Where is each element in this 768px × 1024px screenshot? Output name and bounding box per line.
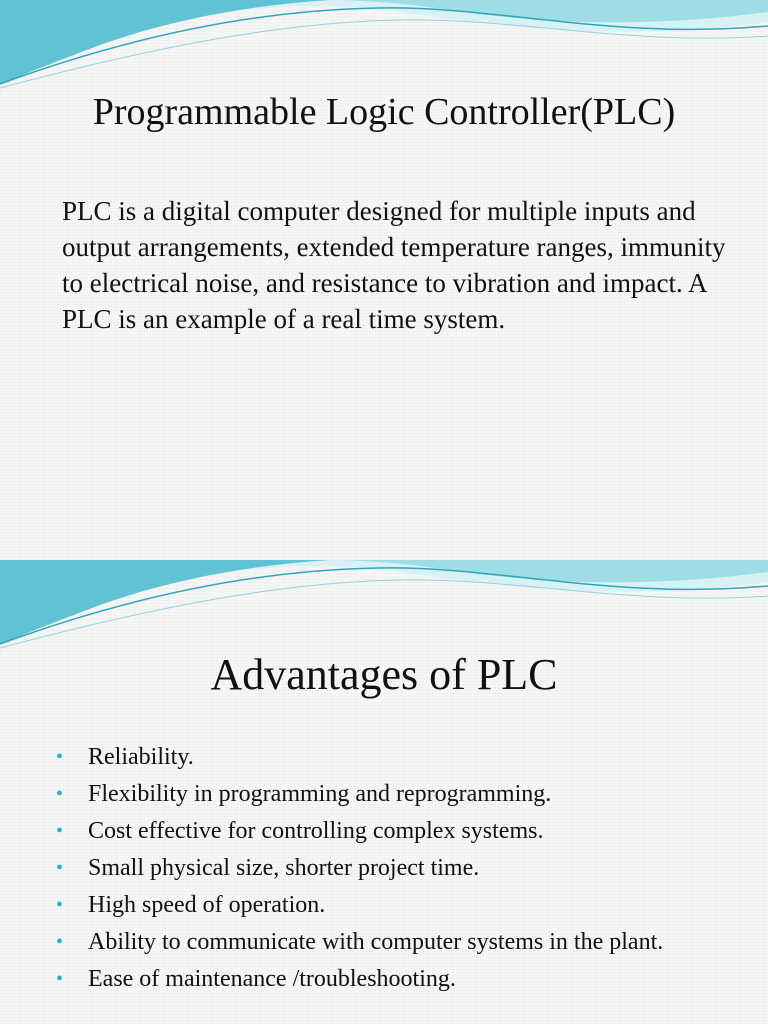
bullet-icon: •: [56, 968, 64, 990]
list-item-text: Flexibility in programming and reprogramming.: [88, 781, 552, 807]
bullet-icon: •: [56, 857, 64, 879]
list-item-text: Small physical size, shorter project time.: [88, 855, 480, 881]
bullet-icon: •: [56, 783, 64, 805]
plc-description: PLC is a digital computer designed for multiple inputs and output arrangements, extended temperature ranges, immunity to electrical noise, and resistance to vibration and impact. A PLC is an example of a real time system.: [62, 196, 726, 334]
list-item-text: High speed of operation.: [88, 892, 326, 918]
list-item: [56, 852, 756, 884]
list-item-text: Ability to communicate with computer systems in the plant.: [88, 929, 664, 955]
list-item: [56, 926, 756, 958]
bullet-icon: •: [56, 931, 64, 953]
list-item: [56, 741, 756, 773]
bullet-icon: •: [56, 894, 64, 916]
list-item-text: Reliability.: [88, 744, 194, 770]
list-item: [56, 963, 756, 995]
bullet-icon: •: [56, 746, 64, 768]
advantages-list: [56, 741, 756, 1000]
list-item: [56, 778, 756, 810]
list-item-text: Ease of maintenance /troubleshooting.: [88, 966, 456, 992]
header-wave-decoration: [0, 560, 768, 650]
list-item: [56, 815, 756, 847]
header-wave-decoration: [0, 0, 768, 90]
slide-title: Advantages of PLC: [210, 650, 558, 699]
list-item-text: Cost effective for controlling complex systems.: [88, 818, 544, 844]
list-item: [56, 889, 756, 921]
slide-title: Programmable Logic Controller(PLC): [92, 91, 676, 133]
bullet-icon: •: [56, 820, 64, 842]
slide-plc-advantages: [0, 560, 768, 1024]
